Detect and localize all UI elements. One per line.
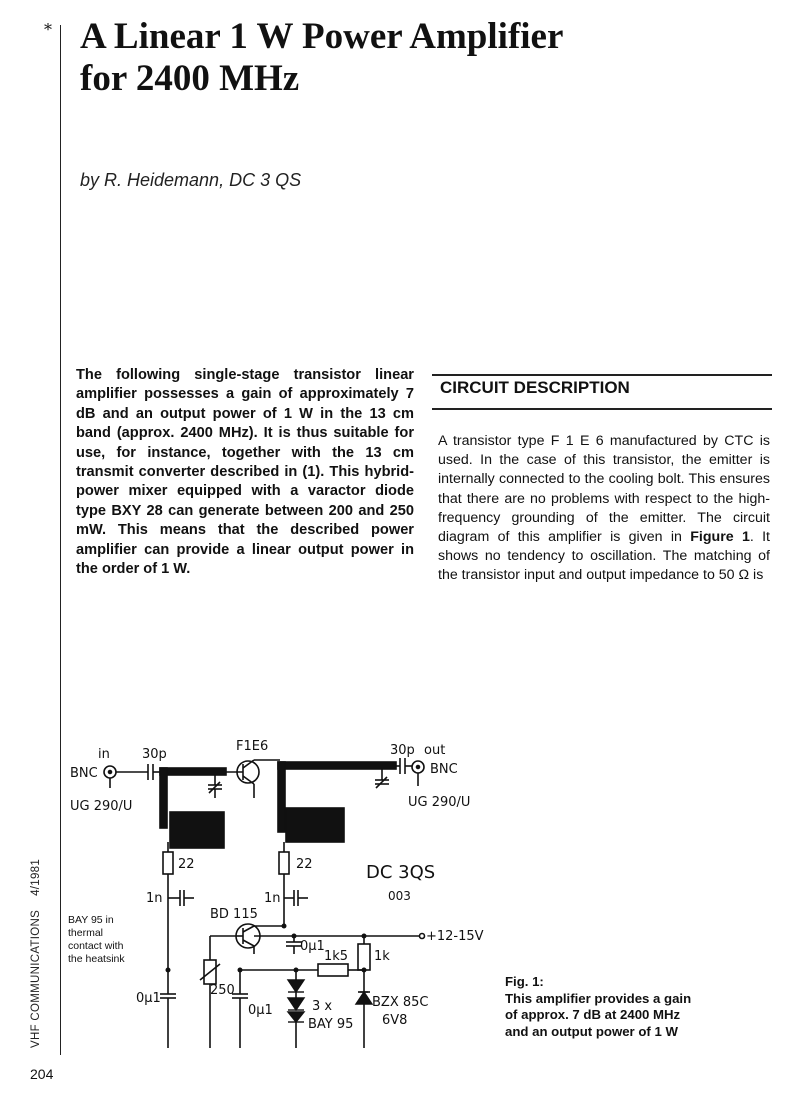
label-r-right: 22 <box>296 857 313 872</box>
label-ug-out: UG 290/U <box>408 795 471 810</box>
resistor-22-right <box>279 852 289 874</box>
section-rule-bottom <box>432 408 772 410</box>
journal-issue: 4/1981 <box>30 858 42 896</box>
page-number: 204 <box>30 1066 54 1082</box>
label-r-left: 22 <box>178 857 195 872</box>
label-bnc-out: BNC <box>430 762 458 777</box>
label-in: in <box>98 747 110 762</box>
label-bnc-in: BNC <box>70 766 98 781</box>
journal-side-label <box>30 845 42 1048</box>
label-zener-v: 6V8 <box>382 1013 408 1028</box>
title-line-2: for 2400 MHz <box>80 58 300 99</box>
label-designer: DC 3QS <box>366 862 436 883</box>
label-c-left: 1n <box>146 891 163 906</box>
star-mark: * <box>44 20 52 39</box>
label-f1e6: F1E6 <box>236 739 269 754</box>
caption-label: Fig. 1: <box>505 974 544 989</box>
title-line-1: A Linear 1 W Power Amplifier <box>80 16 564 57</box>
label-c-in: 30p <box>142 747 167 762</box>
circuit-schematic <box>60 730 500 1060</box>
diode-bay95-3 <box>288 1012 304 1022</box>
resistor-22-left <box>163 852 173 874</box>
byline: by R. Heidemann, DC 3 QS <box>80 170 302 190</box>
label-diodes-type: BAY 95 <box>308 1017 354 1032</box>
body-paragraph <box>438 432 770 586</box>
bay95-note: BAY 95 in thermal contact with the heatsink <box>68 914 125 965</box>
caption-text: This amplifier provides a gain of approx. 7 dB at 2400 MHz and an output power of 1 W <box>505 990 692 1039</box>
body-text-part1: A transistor type F 1 E 6 manufactured by CTC is used. In the case of this transistor, the emitter is internally connected to the cooling bolt. This ensures that there are no problems with respect to the high-frequency grounding of the emitter. The circuit diagram of this amplifier is given in <box>438 433 770 546</box>
label-c-mid: 0µ1 <box>300 939 325 954</box>
output-stripline <box>278 762 396 769</box>
label-supply: +12-15V <box>426 929 484 944</box>
section-heading: CIRCUIT DESCRIPTION <box>440 378 630 397</box>
label-bd115: BD 115 <box>210 907 258 922</box>
label-1k: 1k <box>374 949 390 964</box>
label-code: 003 <box>388 889 411 903</box>
label-pot: 250 <box>210 983 235 998</box>
label-c-right: 1n <box>264 891 281 906</box>
label-out: out <box>424 743 446 758</box>
label-diodes-count: 3 x <box>312 999 333 1014</box>
output-heatsink-block <box>286 808 344 842</box>
diode-bay95-1 <box>288 980 304 992</box>
label-ug-in: UG 290/U <box>70 799 133 814</box>
input-stripline <box>160 768 226 775</box>
input-heatsink-block <box>170 812 224 848</box>
figure-caption <box>505 974 695 1040</box>
section-rule-top <box>432 374 772 376</box>
intro-paragraph: The following single-stage transistor linear amplifier possesses a gain of approximately 7 dB and an output power of 1 W in the 13 cm band (approx. 2400 MHz). It is thus suitable for use, for instance, together with the 13 cm transmit converter described in (1). This hybrid-power mixer equipped with a varactor diode type BXY 28 can generate between 200 and 250 mW. This means that the described power amplifier can provide a linear output power in the order of 1 W. <box>76 367 414 578</box>
diode-bay95-2 <box>288 998 304 1010</box>
resistor-1k5 <box>318 964 348 976</box>
journal-name: VHF COMMUNICATIONS <box>30 909 42 1048</box>
article-title <box>80 16 563 100</box>
label-c-bottom-left: 0µ1 <box>136 991 161 1006</box>
zener-diode <box>356 992 372 1004</box>
label-zener: BZX 85C <box>372 995 429 1010</box>
resistor-1k <box>358 944 370 970</box>
body-text-part2: . It shows no tendency to oscillation. The matching of the transistor input and output impedance to 50 Ω is <box>438 529 770 584</box>
label-c-bottom-mid: 0µ1 <box>248 1003 273 1018</box>
label-c-out: 30p <box>390 743 415 758</box>
figure-ref: Figure 1 <box>690 529 750 546</box>
label-1k5: 1k5 <box>324 949 349 964</box>
